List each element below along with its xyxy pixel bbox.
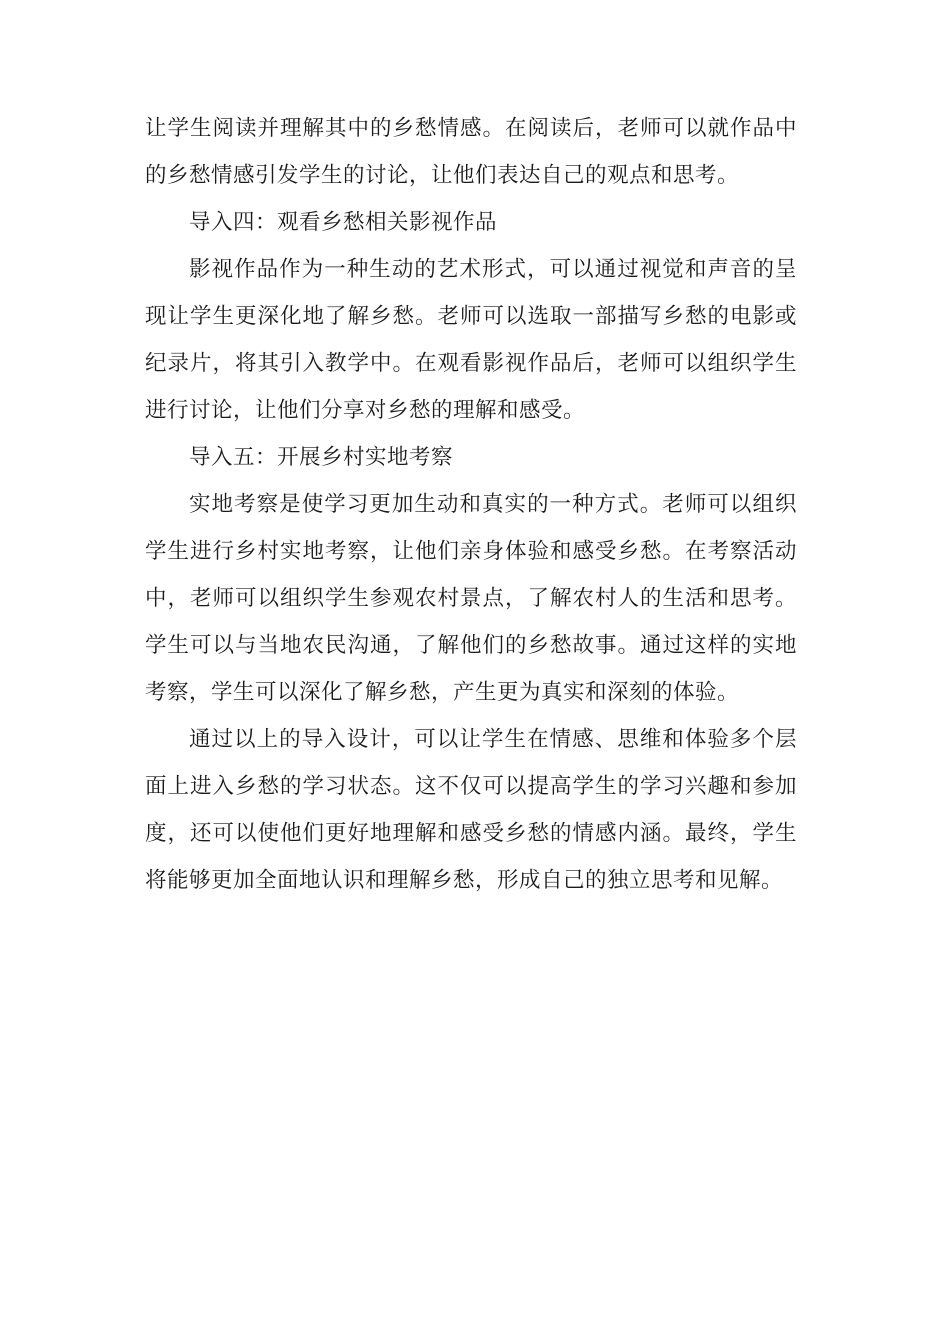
text-line: 影视作品作为一种生动的艺术形式，可以通过视觉和声音的呈 — [189, 257, 797, 282]
text-line: 现让学生更深化地了解乡愁。老师可以选取一部描写乡愁的电影或 — [145, 304, 797, 329]
text-line: 的乡愁情感引发学生的讨论，让他们表达自己的观点和思考。 — [145, 163, 740, 188]
text-line: 纪录片，将其引入教学中。在观看影视作品后，老师可以组织学生 — [145, 351, 797, 376]
section-heading-5 — [145, 434, 797, 481]
text-line: 学生可以与当地农民沟通，了解他们的乡愁故事。通过这样的实地 — [145, 633, 797, 658]
text-line: 度，还可以使他们更好地理解和感受乡愁的情感内涵。最终，学生 — [145, 821, 797, 846]
text-line: 将能够更加全面地认识和理解乡愁，形成自己的独立思考和见解。 — [145, 868, 784, 893]
text-line: 学生进行乡村实地考察，让他们亲身体验和感受乡愁。在考察活动 — [145, 539, 797, 564]
paragraph-field-trip — [145, 481, 797, 716]
paragraph-film — [145, 246, 797, 434]
paragraph-continuation — [145, 105, 797, 199]
text-line: 进行讨论，让他们分享对乡愁的理解和感受。 — [145, 398, 586, 423]
paragraph-conclusion — [145, 716, 797, 904]
text-line: 考察，学生可以深化了解乡愁，产生更为真实和深刻的体验。 — [145, 680, 740, 705]
text-line: 面上进入乡愁的学习状态。这不仅可以提高学生的学习兴趣和参加 — [145, 774, 797, 799]
text-line: 让学生阅读并理解其中的乡愁情感。在阅读后，老师可以就作品中 — [145, 116, 797, 141]
section-heading-4 — [145, 199, 797, 246]
heading-text: 导入五：开展乡村实地考察 — [189, 445, 454, 470]
heading-text: 导入四：观看乡愁相关影视作品 — [189, 210, 498, 235]
document-page — [145, 105, 797, 904]
text-line: 实地考察是使学习更加生动和真实的一种方式。老师可以组织 — [189, 492, 797, 517]
text-line: 中，老师可以组织学生参观农村景点，了解农村人的生活和思考。 — [145, 586, 797, 611]
text-line: 通过以上的导入设计，可以让学生在情感、思维和体验多个层 — [189, 727, 797, 752]
